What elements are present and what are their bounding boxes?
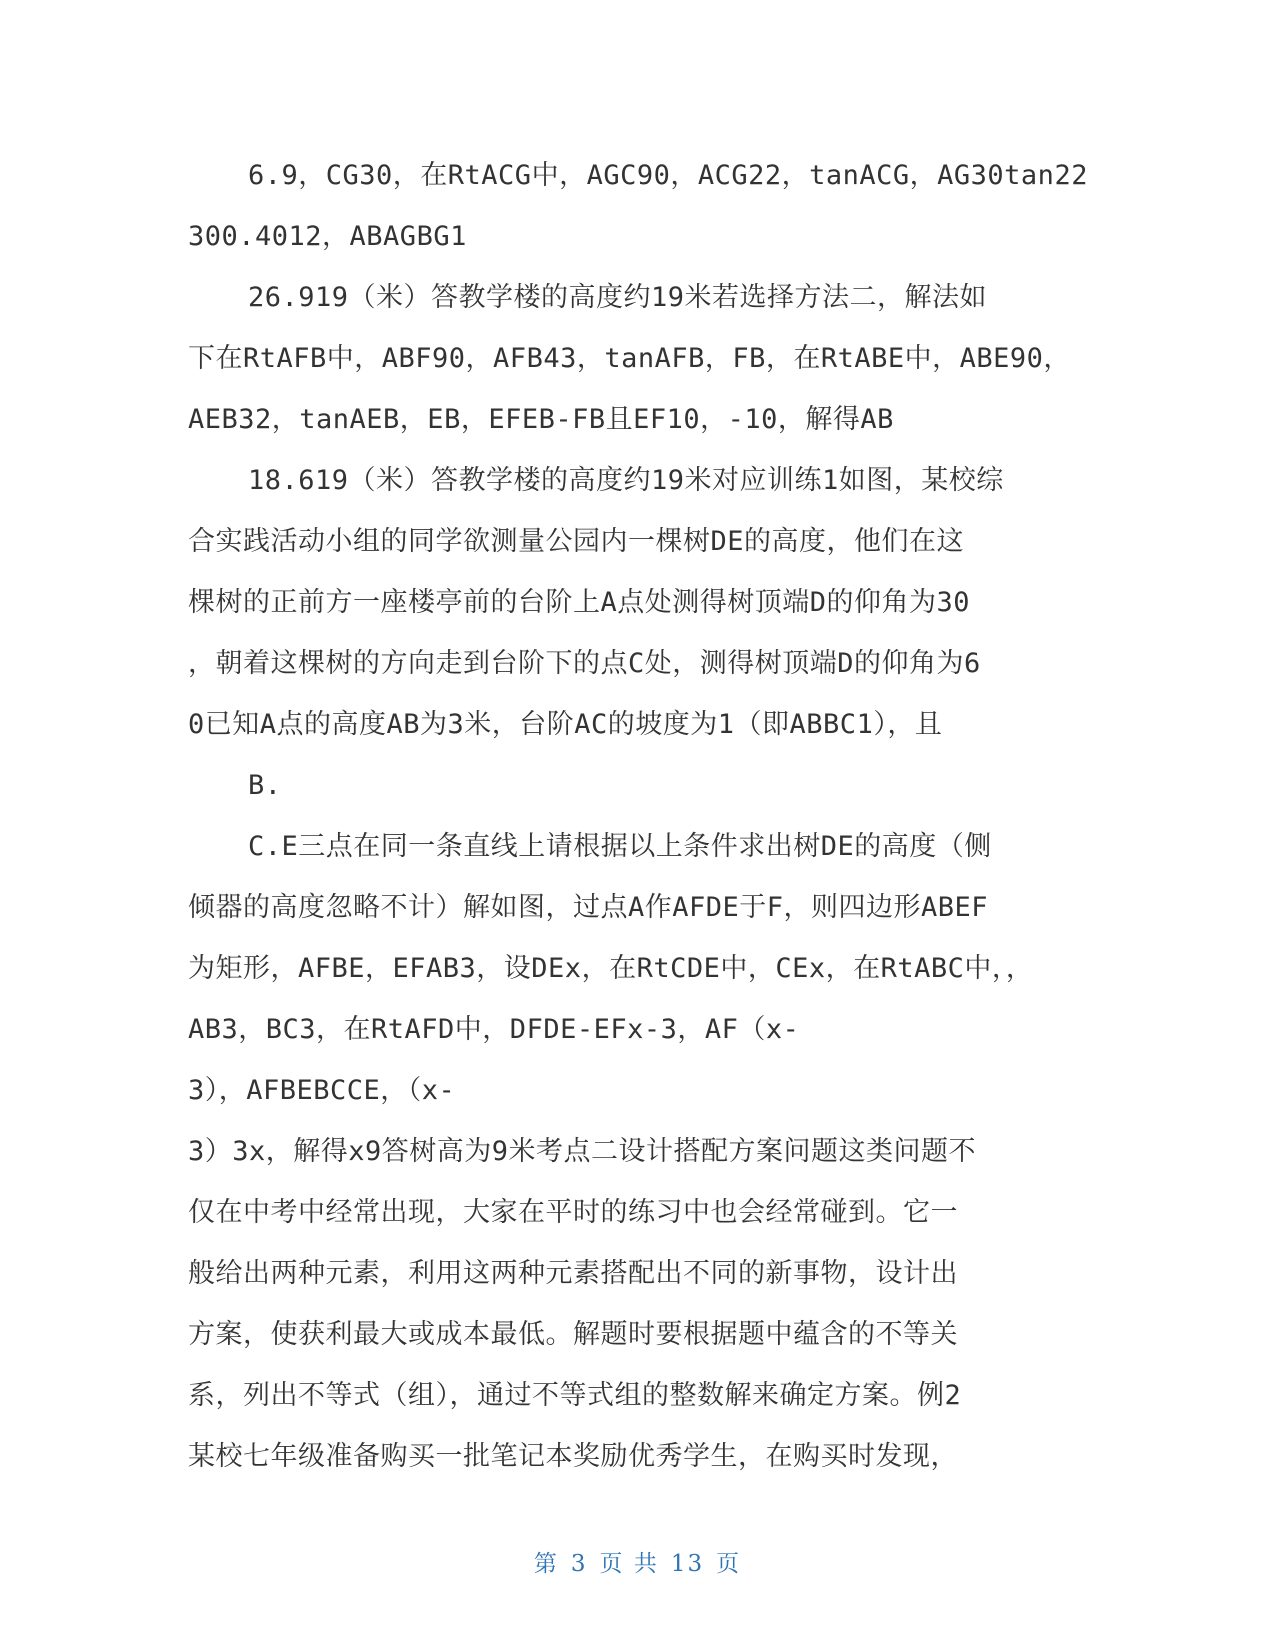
footer-middle: 页 共 <box>599 1551 659 1577</box>
text-line: C.E三点在同一条直线上请根据以上条件求出树DE的高度（侧 <box>248 831 992 862</box>
text-line: 系，列出不等式（组），通过不等式组的整数解来确定方案。例2 <box>188 1380 962 1411</box>
footer-current-page: 3 <box>570 1551 588 1577</box>
text-line: 0已知A点的高度AB为3米，台阶AC的坡度为1（即ABBC1），且 <box>188 709 943 740</box>
text-line: AB3，BC3，在RtAFD中，DFDE-EFx-3，AF（x- <box>188 1014 800 1045</box>
text-line: 般给出两种元素，利用这两种元素搭配出不同的新事物，设计出 <box>188 1258 958 1289</box>
text-line: 3），AFBEBCCE，（x- <box>188 1075 456 1106</box>
footer-suffix: 页 <box>716 1551 742 1577</box>
text-line: 倾器的高度忽略不计）解如图，过点A作AFDE于F，则四边形ABEF <box>188 892 989 923</box>
text-line: 某校七年级准备购买一批笔记本奖励优秀学生，在购买时发现， <box>188 1441 958 1472</box>
text-line: ，朝着这棵树的方向走到台阶下的点C处，测得树顶端D的仰角为6 <box>188 648 981 679</box>
text-line: 合实践活动小组的同学欲测量公园内一棵树DE的高度，他们在这 <box>188 526 965 557</box>
text-line: 26.919（米）答教学楼的高度约19米若选择方法二，解法如 <box>248 282 988 313</box>
text-line: 方案，使获利最大或成本最低。解题时要根据题中蕴含的不等关 <box>188 1319 958 1350</box>
text-line: 18.619（米）答教学楼的高度约19米对应训练1如图，某校综 <box>248 465 1004 496</box>
footer-total-pages: 13 <box>670 1551 705 1577</box>
text-line: 棵树的正前方一座楼亭前的台阶上A点处测得树顶端D的仰角为30 <box>188 587 971 618</box>
text-line: 3）3x，解得x9答树高为9米考点二设计搭配方案问题这类问题不 <box>188 1136 977 1167</box>
text-line: 仅在中考中经常出现，大家在平时的练习中也会经常碰到。它一 <box>188 1197 958 1228</box>
text-line: 为矩形，AFBE，EFAB3，设DEx，在RtCDE中，CEx，在RtABC中，， <box>188 953 1034 984</box>
text-line: 300.4012，ABAGBG1 <box>188 221 467 252</box>
document-body <box>188 145 1088 1487</box>
text-line: B. <box>248 770 282 801</box>
footer-prefix: 第 <box>533 1551 559 1577</box>
page-footer <box>0 1545 1275 1578</box>
text-line: 下在RtAFB中，ABF90，AFB43，tanAFB，FB，在RtABE中，ABE90， <box>188 343 1071 374</box>
text-line: 6.9，CG30，在RtACG中，AGC90，ACG22，tanACG，AG30tan22 <box>248 160 1088 191</box>
text-line: AEB32，tanAEB，EB，EFEB-FB且EF10，-10，解得AB <box>188 404 894 435</box>
